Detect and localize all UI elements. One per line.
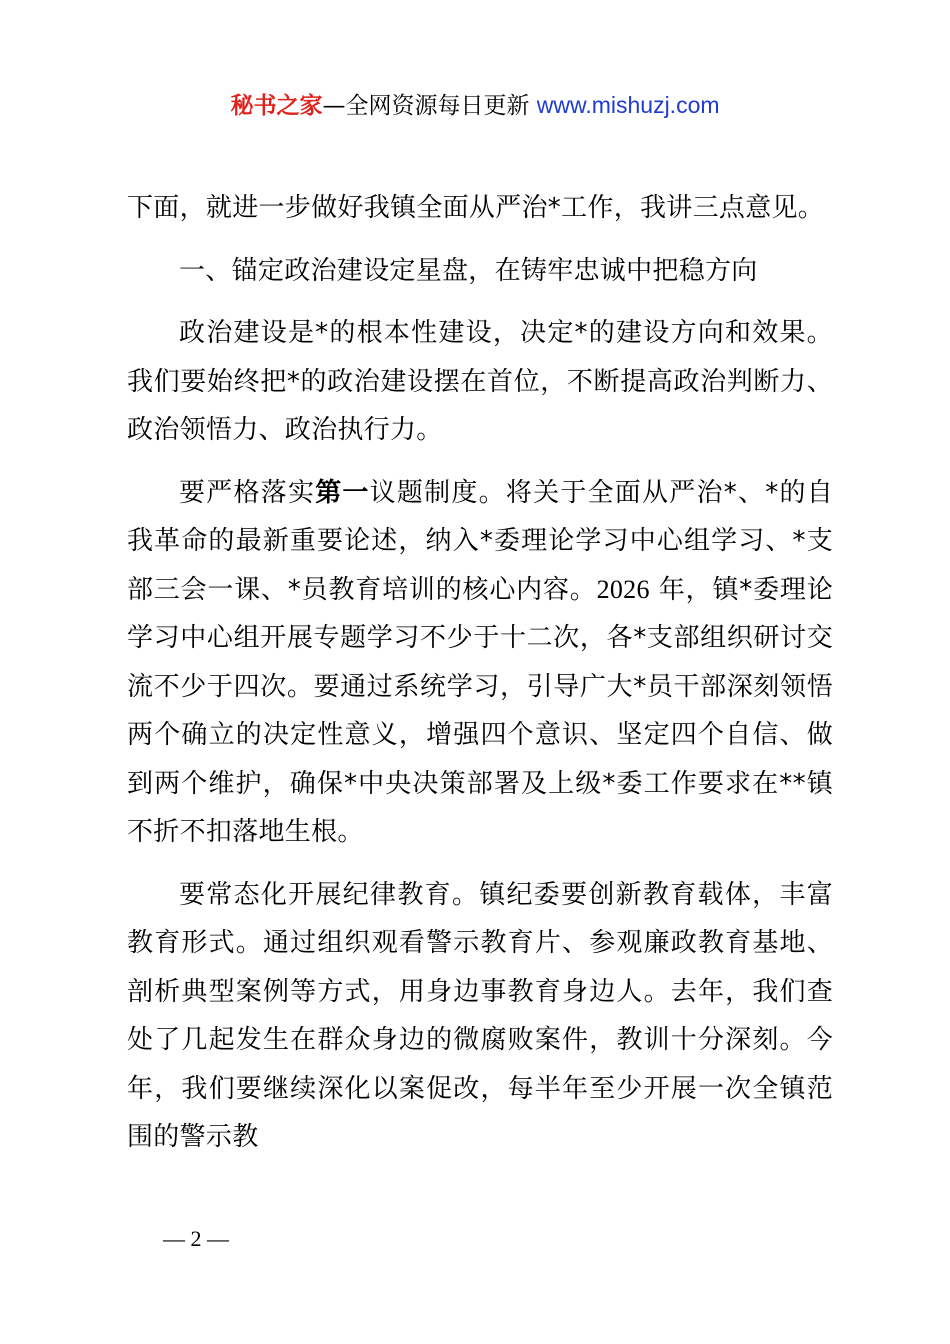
header-brand: 秘书之家 [230, 93, 323, 119]
paragraph-first-topic-system [127, 469, 833, 857]
page-number: — 2 — [163, 1226, 229, 1251]
paragraph-intro: 下面，就进一步做好我镇全面从严治*工作，我讲三点意见。 [127, 193, 825, 223]
section-heading-1: 一、锚定政治建设定星盘，在铸牢忠诚中把稳方向 [179, 255, 758, 286]
page-header [0, 88, 950, 123]
paragraph-text: 议题制度。将关于全面从严治*、*的自我革命的最新重要论述，纳入*委理论学习中心组学习、*支部三会一课、*员教育培训的核心内容。 [127, 477, 833, 605]
paragraph-discipline-education: 要常态化开展纪律教育。镇纪委要创新教育载体，丰富教育形式。通过组织观看警示教育片、参观廉政教育基地、剖析典型案例等方式，用身边事教育身边人。去年，我们查处了几起发生在群众身边的微腐败案件，教训十分深刻。今年，我们要继续深化以案促改，每半年至少开展一次全镇范围的警示教 [127, 879, 833, 1152]
document-body [127, 184, 833, 1176]
header-tagline: —全网资源每日更新 [322, 93, 537, 119]
paragraph-text: 年，镇*委理论学习中心组开展专题学习不少于十二次，各*支部组织研讨交流不少于四次。要通过系统学习，引导广大*员干部深刻领悟两个确立的决定性意义，增强四个意识、坚定四个自信、做到两个维护，确保*中央决策部署及上级*委工作要求在**镇不折不扣落地生根。 [127, 574, 833, 847]
paragraph-text: 要严格落实 [179, 477, 316, 508]
year-number: 2026 [596, 574, 650, 604]
emphasis-text: 第一 [315, 477, 370, 508]
header-url-link[interactable]: www.mishuzj.com [536, 92, 720, 118]
paragraph-political-building: 政治建设是*的根本性建设，决定*的建设方向和效果。我们要始终把*的政治建设摆在首位，不断提高政治判断力、政治领悟力、政治执行力。 [127, 318, 833, 445]
